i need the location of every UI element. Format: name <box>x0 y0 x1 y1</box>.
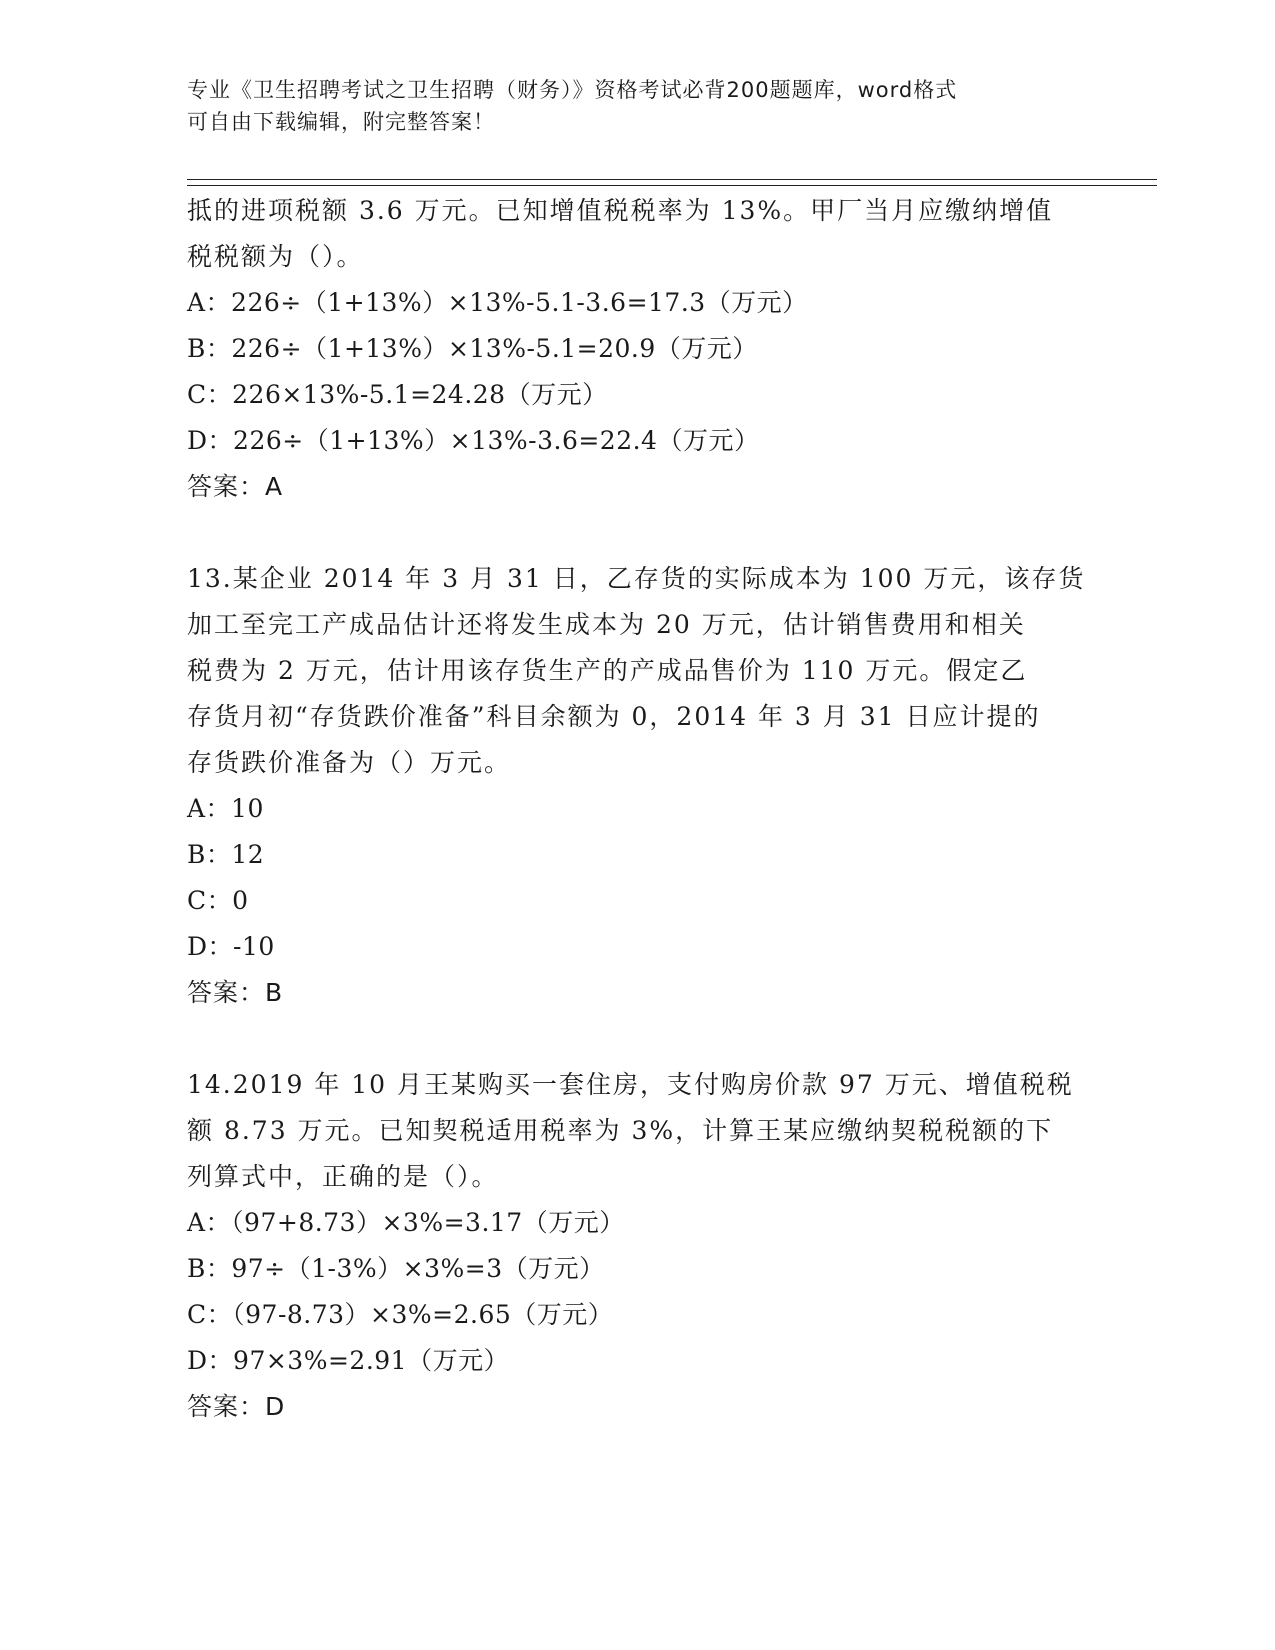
question-12 <box>187 188 1087 510</box>
spacer <box>187 1016 1087 1062</box>
option-c: C：0 <box>187 886 249 915</box>
question-stem-line: 税税额为（）。 <box>187 242 364 271</box>
question-13 <box>187 556 1087 1016</box>
option-a: A：10 <box>187 794 264 823</box>
option-b: B：97÷（1-3%）×3%=3（万元） <box>187 1254 605 1283</box>
question-14 <box>187 1062 1087 1430</box>
question-stem-line: 抵的进项税额 3.6 万元。已知增值税税率为 13%。甲厂当月应缴纳增值 <box>187 196 1054 225</box>
question-stem-line: 存货跌价准备为（）万元。 <box>187 748 512 777</box>
spacer <box>187 510 1087 556</box>
question-stem-line: 额 8.73 万元。已知契税适用税率为 3%，计算王某应缴纳契税税额的下 <box>187 1116 1054 1145</box>
option-c: C：（97-8.73）×3%=2.65（万元） <box>187 1300 614 1329</box>
answer-label: 答案：B <box>187 978 284 1007</box>
document-header <box>187 74 1087 138</box>
option-d: D：97×3%=2.91（万元） <box>187 1346 510 1375</box>
answer-label: 答案：D <box>187 1392 286 1421</box>
header-divider-top <box>187 179 1157 180</box>
header-title-line-2: 可自由下载编辑，附完整答案！ <box>187 110 495 134</box>
question-stem-line: 14.2019 年 10 月王某购买一套住房，支付购房价款 97 万元、增值税税 <box>187 1070 1074 1099</box>
question-stem-line: 加工至完工产成品估计还将发生成本为 20 万元，估计销售费用和相关 <box>187 610 1026 639</box>
option-d: D：226÷（1+13%）×13%-3.6=22.4（万元） <box>187 426 760 455</box>
option-d: D：-10 <box>187 932 275 961</box>
header-divider-bottom <box>187 185 1157 186</box>
option-c: C：226×13%-5.1=24.28（万元） <box>187 380 608 409</box>
question-stem-line: 13.某企业 2014 年 3 月 31 日，乙存货的实际成本为 100 万元，该存货 <box>187 564 1086 593</box>
question-stem-line: 列算式中，正确的是（）。 <box>187 1162 499 1191</box>
document-body <box>187 188 1087 1430</box>
option-a: A：（97+8.73）×3%=3.17（万元） <box>187 1208 625 1237</box>
option-a: A：226÷（1+13%）×13%-5.1-3.6=17.3（万元） <box>187 288 808 317</box>
answer-label: 答案：A <box>187 472 284 501</box>
option-b: B：12 <box>187 840 265 869</box>
header-title-line-1: 专业《卫生招聘考试之卫生招聘（财务）》资格考试必背200题题库，word格式 <box>187 78 958 102</box>
question-stem-line: 存货月初“存货跌价准备”科目余额为 0，2014 年 3 月 31 日应计提的 <box>187 702 1041 731</box>
question-stem-line: 税费为 2 万元，估计用该存货生产的产成品售价为 110 万元。假定乙 <box>187 656 1028 685</box>
option-b: B：226÷（1+13%）×13%-5.1=20.9（万元） <box>187 334 758 363</box>
